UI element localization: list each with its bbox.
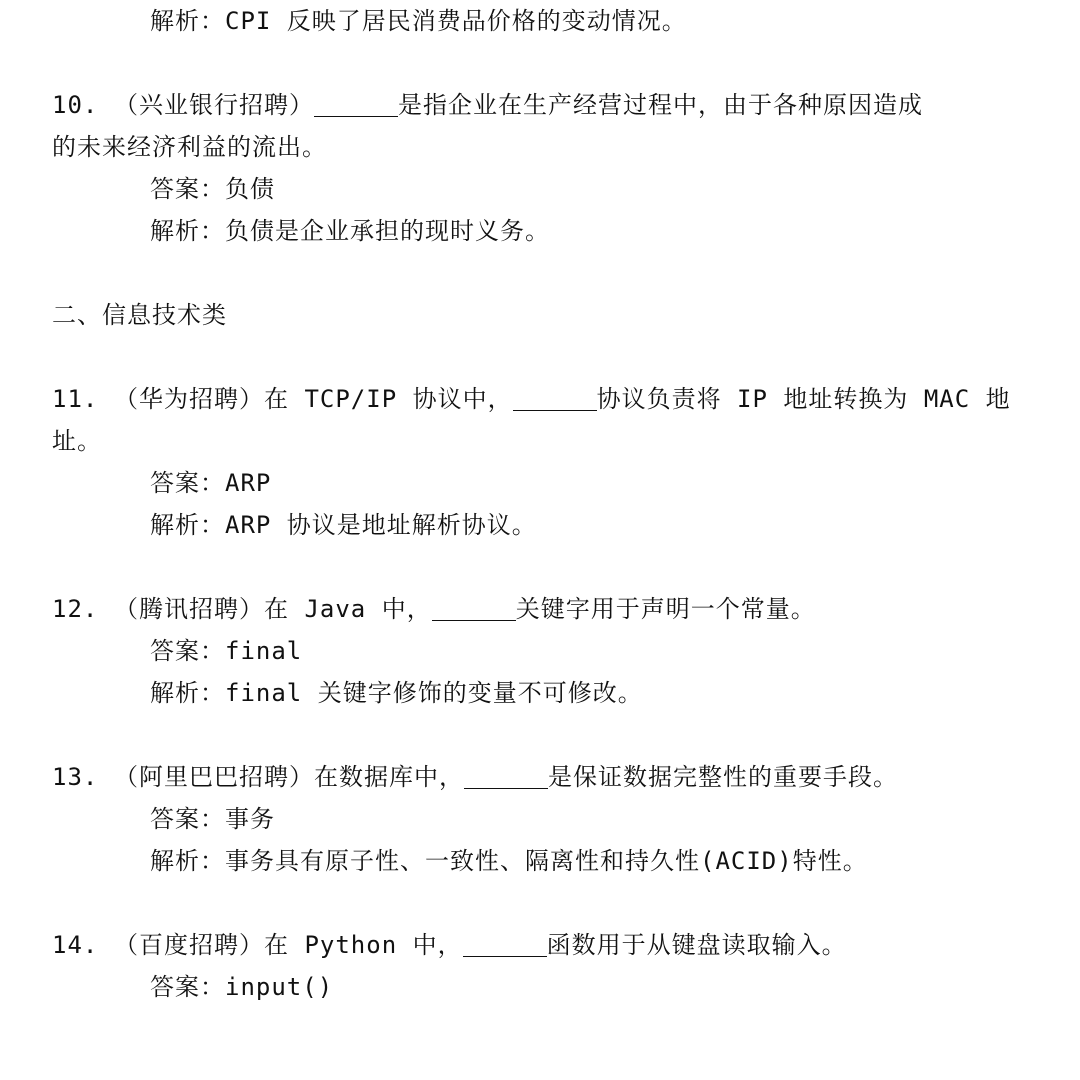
spacer bbox=[52, 42, 1022, 84]
q12-answer: 答案：final bbox=[150, 637, 303, 665]
q12-explanation: 解析：final 关键字修饰的变量不可修改。 bbox=[150, 679, 643, 707]
q14-stem-before: （百度招聘）在 Python 中， bbox=[114, 931, 463, 959]
q12-blank bbox=[432, 596, 516, 621]
q14-stem-after: 函数用于从键盘读取输入。 bbox=[546, 931, 847, 959]
q12-stem-after: 关键字用于声明一个常量。 bbox=[515, 595, 816, 623]
q14-blank bbox=[463, 932, 547, 957]
q10-blank bbox=[314, 92, 398, 117]
q13-stem-after: 是保证数据完整性的重要手段。 bbox=[548, 763, 898, 791]
q10-stem-before: （兴业银行招聘） bbox=[114, 91, 314, 119]
q13-explanation: 解析：事务具有原子性、一致性、隔离性和持久性(ACID)特性。 bbox=[150, 847, 868, 875]
spacer bbox=[52, 546, 1022, 588]
section-title: 二、信息技术类 bbox=[52, 301, 227, 329]
spacer bbox=[52, 882, 1022, 924]
q11-answer: 答案：ARP bbox=[150, 469, 272, 497]
spacer bbox=[52, 714, 1022, 756]
q14-stem bbox=[52, 924, 1022, 966]
q10-stem-line2: 的未来经济利益的流出。 bbox=[52, 133, 327, 161]
q11-stem bbox=[52, 378, 1022, 420]
q9-explanation: 解析：CPI 反映了居民消费品价格的变动情况。 bbox=[150, 7, 687, 35]
spacer bbox=[52, 336, 1022, 378]
q10-stem bbox=[52, 84, 1022, 126]
q13-stem-before: （阿里巴巴招聘）在数据库中， bbox=[114, 763, 464, 791]
document-page bbox=[52, 0, 1022, 1080]
q12-stem-before: （腾讯招聘）在 Java 中， bbox=[114, 595, 432, 623]
q11-explanation: 解析：ARP 协议是地址解析协议。 bbox=[150, 511, 537, 539]
q13-stem bbox=[52, 756, 1022, 798]
q10-stem-after: 是指企业在生产经营过程中，由于各种原因造成 bbox=[398, 91, 923, 119]
q14-answer: 答案：input() bbox=[150, 973, 334, 1001]
q13-number: 13. bbox=[52, 763, 99, 791]
q13-answer: 答案：事务 bbox=[150, 805, 275, 833]
q13-blank bbox=[464, 764, 548, 789]
spacer bbox=[52, 252, 1022, 294]
q10-explanation: 解析：负债是企业承担的现时义务。 bbox=[150, 217, 550, 245]
q14-number: 14. bbox=[52, 931, 99, 959]
q11-stem-line2: 址。 bbox=[52, 427, 102, 455]
q12-number: 12. bbox=[52, 595, 99, 623]
q11-stem-after: 协议负责将 IP 地址转换为 MAC 地 bbox=[596, 385, 1011, 413]
q11-number: 11. bbox=[52, 385, 99, 413]
q12-stem bbox=[52, 588, 1022, 630]
q11-blank bbox=[513, 386, 597, 411]
q10-number: 10. bbox=[52, 91, 99, 119]
q10-answer: 答案：负债 bbox=[150, 175, 275, 203]
q11-stem-before: （华为招聘）在 TCP/IP 协议中， bbox=[114, 385, 513, 413]
